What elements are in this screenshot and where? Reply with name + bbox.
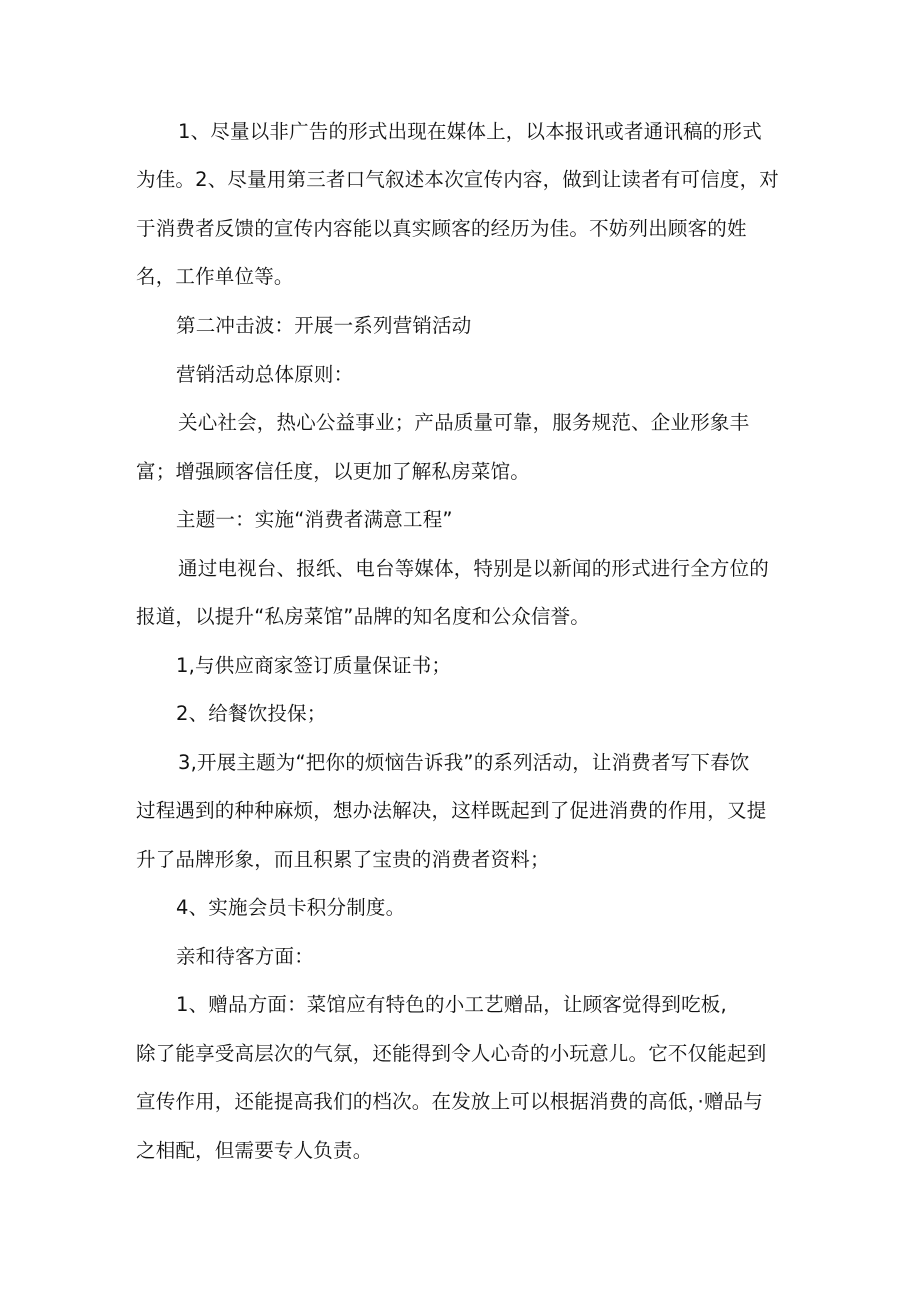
paragraph-line: 于消费者反馈的宣传内容能以真实顾客的经历为佳。不妨列出顾客的姓 xyxy=(136,217,747,240)
paragraph-line: 宣传作用，还能提高我们的档次。在发放上可以根据消费的高低，·赠品与 xyxy=(136,1090,764,1113)
paragraph-line: 过程遇到的种种麻烦，想办法解决，这样既起到了促进消费的作用，又提 xyxy=(136,799,767,822)
paragraph-line: 升了品牌形象，而且积累了宝贵的消费者资料； xyxy=(136,848,550,871)
paragraph-line: 为佳。2、尽量用第三者口气叙述本次宣传内容，做到让读者有可信度，对 xyxy=(136,168,780,191)
paragraph-line: 之相配，但需要专人负责。 xyxy=(136,1139,373,1162)
list-item: 3,开展主题为“把你的烦恼告诉我”的系列活动，让消费者写下春饮 xyxy=(178,751,750,774)
section-heading: 亲和待客方面： xyxy=(176,945,314,968)
paragraph-line: 通过电视台、报纸、电台等媒体，特别是以新闻的形式进行全方位的 xyxy=(178,557,770,580)
paragraph-line: 1、尽量以非广告的形式出现在媒体上，以本报讯或者通讯稿的形式 xyxy=(178,120,762,143)
section-heading: 第二冲击波：开展一系列营销活动 xyxy=(176,314,472,337)
paragraph-line: 富；增强顾客信任度，以更加了解私房菜馆。 xyxy=(136,460,531,483)
list-item: 1,与供应商家签订质量保证书； xyxy=(176,654,452,677)
paragraph-line: 除了能享受高层次的气氛，还能得到令人心奇的小玩意儿。它不仅能起到 xyxy=(136,1042,767,1065)
section-heading: 主题一：实施“消费者满意工程” xyxy=(176,508,453,531)
paragraph-line: 名，工作单位等。 xyxy=(136,265,294,288)
list-item: 4、实施会员卡积分制度。 xyxy=(176,896,406,919)
list-item: 1、赠品方面：菜馆应有特色的小工艺赠品，让顾客觉得到吃板, xyxy=(176,993,727,1016)
paragraph-line: 关心社会，热心公益事业；产品质量可靠，服务规范、企业形象丰 xyxy=(178,411,750,434)
list-item: 2、给餐饮投保； xyxy=(176,702,327,725)
paragraph-line: 营销活动总体原则： xyxy=(176,363,354,386)
paragraph-line: 报道，以提升“私房菜馆”品牌的知名度和公众信誉。 xyxy=(136,605,591,628)
